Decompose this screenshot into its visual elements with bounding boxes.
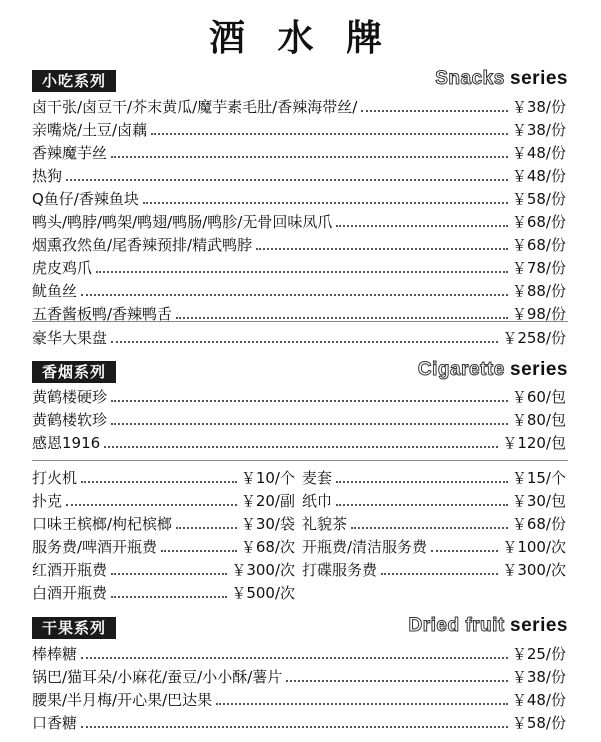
dot-leader: [151, 133, 508, 135]
item-price: ￥88/份: [511, 282, 566, 300]
item-price: ￥58/份: [511, 190, 566, 208]
dot-leader: [161, 550, 237, 552]
menu-item: [32, 165, 566, 187]
item-price: ￥80/包: [511, 411, 566, 429]
section-english-solid: series: [510, 359, 568, 380]
dot-leader: [104, 446, 498, 448]
item-name: 五香酱板鸭/香辣鸭舌: [32, 305, 173, 323]
menu-item: [32, 490, 295, 512]
section-english-solid: series: [510, 615, 568, 636]
item-price: ￥58/份: [511, 714, 566, 732]
item-name: 黄鹤楼软珍: [32, 411, 108, 429]
menu-title: 酒 水 牌: [208, 17, 393, 59]
section-divider: [32, 460, 568, 461]
item-price: ￥78/份: [511, 259, 566, 277]
section-english-snacks: [435, 68, 568, 90]
menu-item: [32, 234, 566, 256]
item-name: 扑克: [32, 492, 63, 510]
dot-leader: [143, 202, 508, 204]
dot-leader: [176, 317, 508, 319]
item-price: ￥48/份: [511, 167, 566, 185]
item-price: ￥15/个: [511, 469, 566, 487]
item-name: 纸巾: [302, 492, 333, 510]
dot-leader: [361, 110, 508, 112]
item-price: ￥98/份: [511, 305, 566, 323]
item-name: 锅巴/猫耳朵/小麻花/蚕豆/小小酥/薯片: [32, 668, 283, 686]
dot-leader: [111, 400, 508, 402]
item-price: ￥38/份: [511, 98, 566, 116]
item-price: ￥300/次: [502, 561, 566, 579]
dot-leader: [81, 481, 237, 483]
section-english-outline: Snacks: [435, 68, 505, 89]
dot-leader: [431, 550, 498, 552]
item-price: ￥258/份: [502, 329, 566, 347]
item-price: ￥68/份: [511, 213, 566, 231]
dot-leader: [336, 225, 508, 227]
menu-item: [32, 689, 566, 711]
section-english-outline: Cigarette: [417, 359, 505, 380]
item-price: ￥120/包: [502, 434, 566, 452]
item-price: ￥100/次: [502, 538, 566, 556]
item-price: ￥68/次: [240, 538, 295, 556]
item-price: ￥38/份: [511, 668, 566, 686]
dot-leader: [111, 596, 227, 598]
item-name: 热狗: [32, 167, 63, 185]
dot-leader: [176, 527, 237, 529]
menu-item: [32, 188, 566, 210]
menu-item: [32, 386, 566, 408]
item-name: 感恩1916: [32, 434, 101, 452]
item-name: 腰果/半月梅/开心果/巴达果: [32, 691, 213, 709]
dot-leader: [111, 423, 508, 425]
item-name: 香辣魔芋丝: [32, 144, 108, 162]
item-name: 白酒开瓶费: [32, 584, 108, 602]
menu-item: [32, 280, 566, 302]
dot-leader: [256, 248, 508, 250]
menu-item: [302, 467, 566, 489]
item-name: 亲嘴烧/土豆/卤藕: [32, 121, 148, 139]
menu-item: [302, 513, 566, 535]
section-badge-snacks: 小吃系列: [32, 70, 116, 92]
dot-leader: [336, 504, 508, 506]
menu-item: [32, 119, 566, 141]
item-name: 黄鹤楼硬珍: [32, 388, 108, 406]
dot-leader: [381, 573, 498, 575]
menu-item: [32, 211, 566, 233]
item-price: ￥30/袋: [240, 515, 295, 533]
item-price: ￥30/包: [511, 492, 566, 510]
menu-item: [32, 432, 566, 454]
menu-item: [32, 559, 295, 581]
dot-leader: [286, 680, 508, 682]
item-price: ￥48/份: [511, 144, 566, 162]
dot-leader: [81, 657, 508, 659]
item-name: Q鱼仔/香辣鱼块: [32, 190, 139, 208]
item-name: 礼貌茶: [302, 515, 348, 533]
section-header-snacks: [32, 70, 568, 92]
item-price: ￥300/次: [231, 561, 295, 579]
menu-item: [32, 582, 295, 604]
menu-item: [32, 513, 295, 535]
item-price: ￥25/份: [511, 645, 566, 663]
item-name: 棒棒糖: [32, 645, 78, 663]
item-name: 鸭头/鸭脖/鸭架/鸭翅/鸭肠/鸭胗/无骨回味凤爪: [32, 213, 333, 231]
section-english-cigarettes: [418, 359, 568, 381]
menu-item: [32, 643, 566, 665]
item-name: 开瓶费/清洁服务费: [302, 538, 428, 556]
item-name: 烟熏孜然鱼/尾香辣预排/精武鸭脖: [32, 236, 253, 254]
dot-leader: [66, 179, 508, 181]
item-price: ￥38/份: [511, 121, 566, 139]
item-price: ￥20/副: [240, 492, 295, 510]
dot-leader: [111, 156, 508, 158]
menu-item: [302, 490, 566, 512]
item-name: 服务费/啤酒开瓶费: [32, 538, 158, 556]
item-name: 麦套: [302, 469, 333, 487]
item-name: 打碟服务费: [302, 561, 378, 579]
item-price: ￥68/份: [511, 515, 566, 533]
dot-leader: [66, 504, 237, 506]
item-price: ￥48/份: [511, 691, 566, 709]
dot-leader: [96, 271, 508, 273]
section-english-outline: Dried fruit: [408, 615, 505, 636]
item-price: ￥60/包: [511, 388, 566, 406]
section-header-dried-fruit: [32, 617, 568, 639]
menu-item: [32, 536, 295, 558]
dot-leader: [111, 573, 227, 575]
item-name: 红酒开瓶费: [32, 561, 108, 579]
section-english-dried-fruit: [408, 615, 568, 637]
item-price: ￥10/个: [240, 469, 295, 487]
menu-item-special: [32, 327, 566, 349]
section-header-cigarettes: [32, 361, 568, 383]
item-name: 虎皮鸡爪: [32, 259, 93, 277]
menu-item: [32, 257, 566, 279]
item-price: ￥500/次: [231, 584, 295, 602]
dot-leader: [351, 527, 508, 529]
item-name: 口香糖: [32, 714, 78, 732]
menu-item: [302, 536, 566, 558]
menu-item: [32, 666, 566, 688]
menu-item: [32, 712, 566, 734]
menu-item: [32, 409, 566, 431]
dot-leader: [216, 703, 508, 705]
menu-item: [32, 467, 295, 489]
item-name: 鱿鱼丝: [32, 282, 78, 300]
section-english-solid: series: [510, 68, 568, 89]
dot-leader: [111, 341, 498, 343]
dot-leader: [81, 294, 508, 296]
item-name: 豪华大果盘: [32, 329, 108, 347]
item-price: ￥68/份: [511, 236, 566, 254]
menu-item: [302, 559, 566, 581]
section-divider: [32, 321, 568, 322]
item-name: 打火机: [32, 469, 78, 487]
menu-item: [32, 96, 566, 118]
menu-item: [32, 142, 566, 164]
dot-leader: [336, 481, 508, 483]
dot-leader: [81, 726, 508, 728]
item-name: 口味王槟榔/枸杞槟榔: [32, 515, 173, 533]
section-badge-cigarettes: 香烟系列: [32, 361, 116, 383]
item-name: 卤干张/卤豆干/芥末黄瓜/魔芋素毛肚/香辣海带丝/: [32, 98, 358, 116]
section-badge-dried-fruit: 干果系列: [32, 617, 116, 639]
